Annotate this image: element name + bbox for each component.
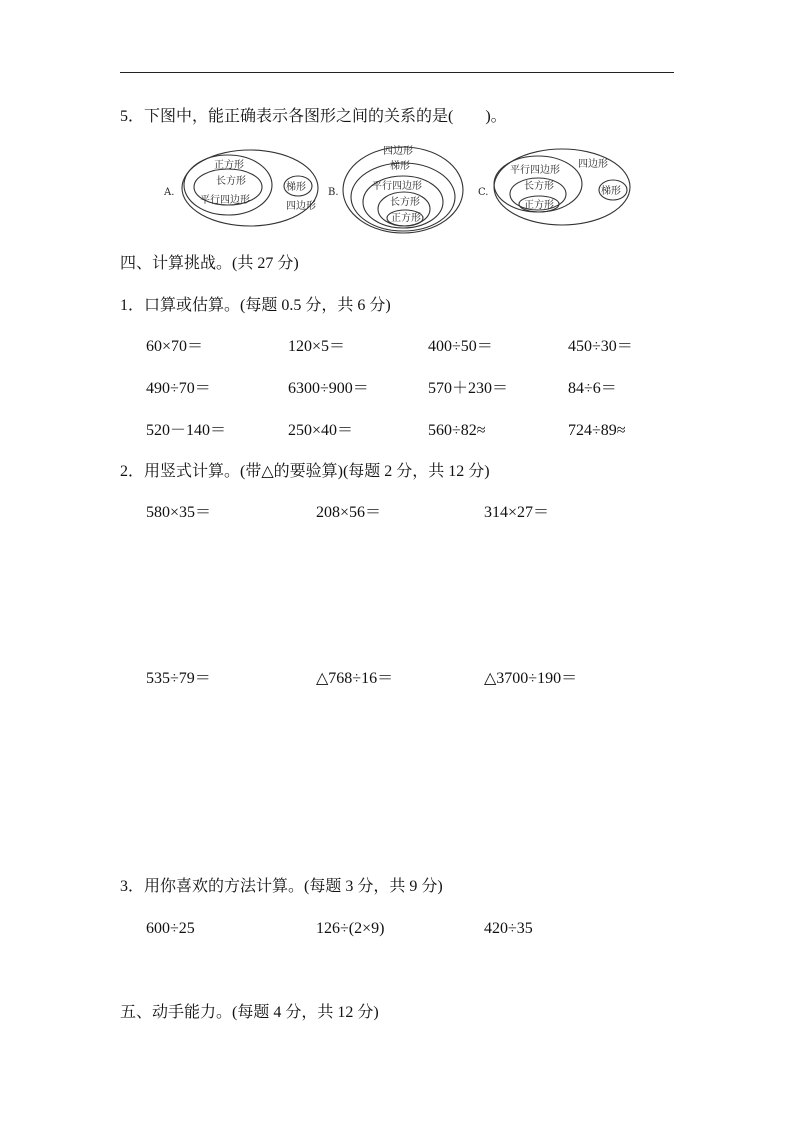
subsection-1-title: 1．口算或估算。(每题 0.5 分，共 6 分) xyxy=(120,297,391,314)
vertical-calc-item: 208×56＝ xyxy=(316,504,382,521)
option-c-letter: C. xyxy=(478,187,489,198)
oral-calc-item: 250×40＝ xyxy=(288,422,354,439)
label: 正方形 xyxy=(524,200,554,211)
label: 正方形 xyxy=(214,160,244,171)
oral-calc-item: 560÷82≈ xyxy=(428,422,486,439)
oral-calc-item: 724÷89≈ xyxy=(568,422,626,439)
label: 长方形 xyxy=(524,181,554,192)
oral-calc-item: 120×5＝ xyxy=(288,338,346,355)
option-a-letter: A. xyxy=(164,187,175,198)
free-calc-item: 420÷35 xyxy=(484,920,533,937)
label: 长方形 xyxy=(390,197,420,208)
option-a-diagram[interactable] xyxy=(163,150,318,226)
vertical-calc-item: 314×27＝ xyxy=(484,504,550,521)
header-rule xyxy=(120,72,674,73)
oral-calc-item: 6300÷900＝ xyxy=(288,380,369,397)
subsection-2-title: 2．用竖式计算。(带△的要验算)(每题 2 分，共 12 分) xyxy=(120,463,490,480)
question-5-text: 5．下图中，能正确表示各图形之间的关系的是( )。 xyxy=(120,108,507,125)
oral-calc-item: 520－140＝ xyxy=(146,422,227,439)
label: 四边形 xyxy=(383,146,413,157)
oral-calc-item: 490÷70＝ xyxy=(146,380,211,397)
label: 平行四边形 xyxy=(372,181,422,192)
option-b-letter: B. xyxy=(328,187,339,198)
vertical-calc-item: △3700÷190＝ xyxy=(484,670,578,687)
section-5-title: 五、动手能力。(每题 4 分，共 12 分) xyxy=(120,1004,379,1021)
option-c-diagram[interactable] xyxy=(478,149,630,225)
label: 四边形 xyxy=(578,159,608,170)
vertical-calc-item: △768÷16＝ xyxy=(316,670,394,687)
oral-calc-item: 570＋230＝ xyxy=(428,380,509,397)
oral-calc-item: 84÷6＝ xyxy=(568,380,617,397)
option-b-diagram[interactable] xyxy=(328,144,463,233)
shape-relationship-diagrams xyxy=(158,141,638,237)
oral-calc-item: 450÷30＝ xyxy=(568,338,633,355)
label: 平行四边形 xyxy=(510,165,560,176)
oral-calc-item: 400÷50＝ xyxy=(428,338,493,355)
label: 平行四边形 xyxy=(200,195,250,206)
free-calc-item: 126÷(2×9) xyxy=(316,920,385,937)
vertical-calc-item: 535÷79＝ xyxy=(146,670,211,687)
subsection-3-title: 3．用你喜欢的方法计算。(每题 3 分，共 9 分) xyxy=(120,878,443,895)
label: 梯形 xyxy=(286,182,306,193)
oral-calc-item: 60×70＝ xyxy=(146,338,204,355)
label: 四边形 xyxy=(286,201,316,212)
venn-diagrams xyxy=(158,141,638,237)
label: 正方形 xyxy=(391,213,421,224)
label: 梯形 xyxy=(601,186,621,197)
label: 长方形 xyxy=(216,176,246,187)
label: 梯形 xyxy=(390,161,410,172)
free-calc-item: 600÷25 xyxy=(146,920,195,937)
section-4-title: 四、计算挑战。(共 27 分) xyxy=(120,255,299,272)
vertical-calc-item: 580×35＝ xyxy=(146,504,212,521)
